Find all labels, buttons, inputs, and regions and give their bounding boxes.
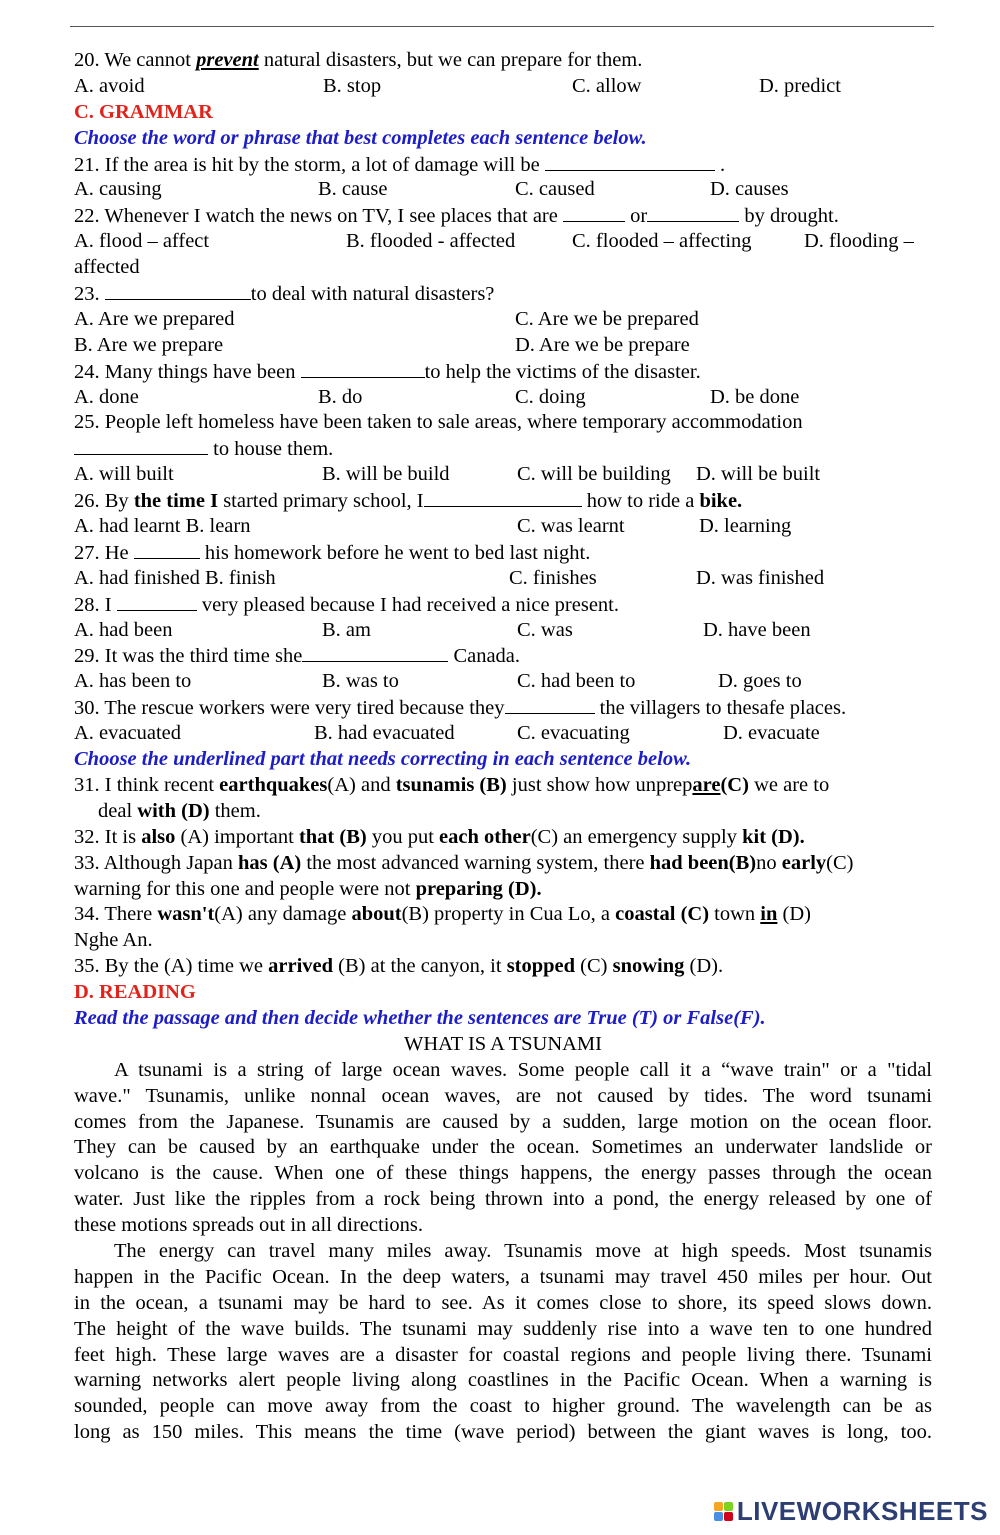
key-word: prevent — [196, 49, 259, 71]
option-b[interactable]: B. had evacuated — [314, 722, 455, 745]
passage-line: A tsunami is a string of large ocean waves. Some people call it a “wave train" or a "tidal — [114, 1058, 932, 1081]
option-c[interactable]: C. will be building — [517, 463, 671, 486]
option-b[interactable]: B. cause — [318, 178, 388, 201]
options-23-row1 — [74, 307, 932, 333]
top-rule — [70, 26, 934, 27]
option-b[interactable]: B. stop — [323, 74, 382, 97]
options-29 — [74, 669, 932, 695]
passage-line: comes from the Japanese. Tsunamis are caused by a sudden, large motion on the ocean floor. — [74, 1110, 932, 1133]
option-d[interactable]: D. predict — [759, 74, 841, 97]
liveworksheets-logo[interactable] — [714, 1496, 988, 1527]
passage-line: sounded, people can move away from the coast to higher ground. The wavelength can be as — [74, 1395, 932, 1418]
option-a-b[interactable]: A. had finished B. finish — [74, 566, 276, 589]
question-28: 28. I very pleased because I had received a nice present. — [74, 593, 620, 616]
question-24: 24. Many things have been to help the victims of the disaster. — [74, 360, 701, 383]
option-c[interactable]: C. flooded – affecting — [572, 230, 752, 253]
question-34-continued: Nghe An. — [74, 929, 153, 952]
answer-blank-1[interactable] — [563, 203, 625, 222]
question-20: 20. We cannot prevent natural disasters, but we can prepare for them. — [74, 49, 643, 71]
question-35[interactable]: 35. By the (A) time we arrived (B) at the canyon, it stopped (C) snowing (D). — [74, 955, 724, 978]
options-27 — [74, 566, 932, 592]
option-b[interactable]: B. will be build — [322, 463, 450, 486]
question-31-continued: deal with (D) them. — [98, 799, 261, 822]
option-c[interactable]: C. Are we be prepared — [515, 307, 699, 330]
passage-line: volcano is the cause. When one of these things happens, the energy passes through the ocean — [74, 1162, 932, 1185]
section-reading-heading: D. READING — [74, 981, 196, 1004]
option-a[interactable]: A. done — [74, 385, 139, 408]
liveworksheets-logo-icon — [714, 1502, 733, 1521]
passage-title: WHAT IS A TSUNAMI — [403, 1032, 602, 1055]
option-b[interactable]: B. flooded - affected — [346, 230, 516, 253]
option-b[interactable]: B. Are we prepare — [74, 333, 224, 356]
answer-blank[interactable] — [134, 540, 200, 559]
option-a[interactable]: A. flood – affect — [74, 230, 210, 253]
option-d[interactable]: D. Are we be prepare — [515, 333, 690, 356]
passage-line: in the ocean, a tsunami may be hard to see. As it comes close to shore, its speed slows down. — [74, 1291, 932, 1314]
option-c[interactable]: C. doing — [515, 385, 586, 408]
answer-blank[interactable] — [545, 152, 715, 171]
question-26: 26. By the time I started primary school, I how to ride a bike. — [74, 490, 743, 513]
options-28 — [74, 618, 932, 644]
option-d[interactable]: D. was finished — [696, 566, 825, 589]
answer-blank[interactable] — [424, 488, 582, 507]
passage-paragraph-2 — [74, 1239, 932, 1446]
options-25 — [74, 462, 932, 488]
question-29: 29. It was the third time she Canada. — [74, 645, 521, 668]
option-d[interactable]: D. be done — [710, 385, 800, 408]
option-c[interactable]: C. finishes — [509, 566, 597, 589]
liveworksheets-logo-text: LIVEWORKSHEETS — [736, 1496, 988, 1526]
worksheet-page — [74, 48, 932, 1446]
passage-line: happen in the Pacific Ocean. In the deep waters, a tsunami may travel 450 miles per hour. Out — [74, 1265, 932, 1288]
option-a[interactable]: A. causing — [74, 178, 162, 201]
question-23: 23. to deal with natural disasters? — [74, 283, 495, 306]
passage-line: warning networks alert people living along coastlines in the Pacific Ocean. When a warning is — [74, 1369, 932, 1392]
passage-line: water. Just like the ripples from a rock being thrown into a pond, the energy released by one of — [74, 1188, 932, 1211]
option-a[interactable]: A. Are we prepared — [74, 307, 235, 330]
question-33-continued: warning for this one and people were not preparing (D). — [74, 877, 542, 900]
passage-line: The height of the wave builds. The tsunami may suddenly rise into a wave ten to one hundred — [74, 1317, 932, 1340]
option-c[interactable]: C. evacuating — [517, 722, 630, 745]
passage-line: feet high. These large waves are a disaster for coastal regions and people living there. Tsunami — [74, 1343, 932, 1366]
question-25: 25. People left homeless have been taken to sale areas, where temporary accommodation — [74, 411, 803, 434]
question-22: 22. Whenever I watch the news on TV, I see places that are or by drought. — [74, 205, 839, 228]
passage-line: The energy can travel many miles away. Tsunamis move at high speeds. Most tsunamis — [114, 1239, 932, 1262]
option-d[interactable]: D. flooding – — [804, 230, 914, 253]
answer-blank[interactable] — [302, 643, 448, 662]
option-a[interactable]: A. evacuated — [74, 722, 181, 745]
option-c[interactable]: C. allow — [572, 74, 642, 97]
question-25-continued: to house them. — [74, 436, 932, 462]
option-b[interactable]: B. do — [318, 385, 363, 408]
section-grammar-heading: C. GRAMMAR — [74, 100, 213, 123]
question-21: 21. If the area is hit by the storm, a lot of damage will be . — [74, 153, 726, 176]
option-c[interactable]: C. was learnt — [517, 515, 625, 538]
answer-blank[interactable] — [105, 281, 251, 300]
answer-blank[interactable] — [117, 592, 197, 611]
option-b[interactable]: B. was to — [322, 670, 399, 693]
passage-line: these motions spreads out in all directions. — [74, 1214, 424, 1237]
answer-blank[interactable] — [301, 359, 425, 378]
option-c[interactable]: C. was — [517, 618, 573, 641]
option-d[interactable]: D. evacuate — [723, 722, 820, 745]
grammar-instruction: Choose the word or phrase that best completes each sentence below. — [74, 126, 647, 149]
question-27: 27. He his homework before he went to bed last night. — [74, 541, 591, 564]
option-d[interactable]: D. learning — [699, 515, 792, 538]
answer-blank[interactable] — [505, 695, 595, 714]
options-30 — [74, 721, 932, 747]
error-correction-instruction: Choose the underlined part that needs correcting in each sentence below. — [74, 748, 692, 771]
answer-blank[interactable] — [74, 436, 208, 455]
answer-blank-2[interactable] — [647, 203, 739, 222]
option-a-b[interactable]: A. had learnt B. learn — [74, 515, 251, 538]
options-22-continued: affected — [74, 256, 140, 279]
passage-paragraph-1 — [74, 1058, 932, 1239]
reading-instruction: Read the passage and then decide whether the sentences are True (T) or False(F). — [74, 1006, 766, 1029]
question-32[interactable]: 32. It is also (A) important that (B) you put each other(C) an emergency supply kit (D). — [74, 825, 805, 848]
question-33[interactable]: 33. Although Japan has (A) the most advanced warning system, there had been(B)no early(C) — [74, 851, 854, 874]
option-d[interactable]: D. have been — [703, 618, 811, 641]
options-22 — [74, 229, 932, 255]
option-a[interactable]: A. has been to — [74, 670, 192, 693]
options-23-row2 — [74, 333, 932, 359]
options-26 — [74, 514, 932, 540]
passage-line: long as 150 miles. This means the time (wave period) between the giant waves is long, too. — [74, 1421, 932, 1444]
option-a[interactable]: A. avoid — [74, 74, 145, 97]
option-d[interactable]: D. goes to — [718, 670, 802, 693]
passage-line: wave." Tsunamis, unlike nonnal ocean waves, are not caused by tides. The word tsunami — [74, 1084, 932, 1107]
option-a[interactable]: A. had been — [74, 618, 173, 641]
question-31[interactable]: 31. I think recent earthquakes(A) and tsunamis (B) just show how unprepare(C) we are to — [74, 773, 830, 796]
option-c[interactable]: C. had been to — [517, 670, 636, 693]
option-d[interactable]: D. causes — [710, 178, 789, 201]
options-21 — [74, 177, 932, 203]
question-34[interactable]: 34. There wasn't(A) any damage about(B) property in Cua Lo, a coastal (C) town in (D) — [74, 903, 811, 926]
options-20 — [74, 74, 932, 100]
options-24 — [74, 385, 932, 411]
option-d[interactable]: D. will be built — [696, 463, 821, 486]
option-c[interactable]: C. caused — [515, 178, 595, 201]
option-a[interactable]: A. will built — [74, 463, 174, 486]
passage-line: They can be caused by an earthquake under the ocean. Sometimes an underwater landslide or — [74, 1136, 932, 1159]
question-30: 30. The rescue workers were very tired because they the villagers to thesafe places. — [74, 697, 847, 720]
option-b[interactable]: B. am — [322, 618, 371, 641]
